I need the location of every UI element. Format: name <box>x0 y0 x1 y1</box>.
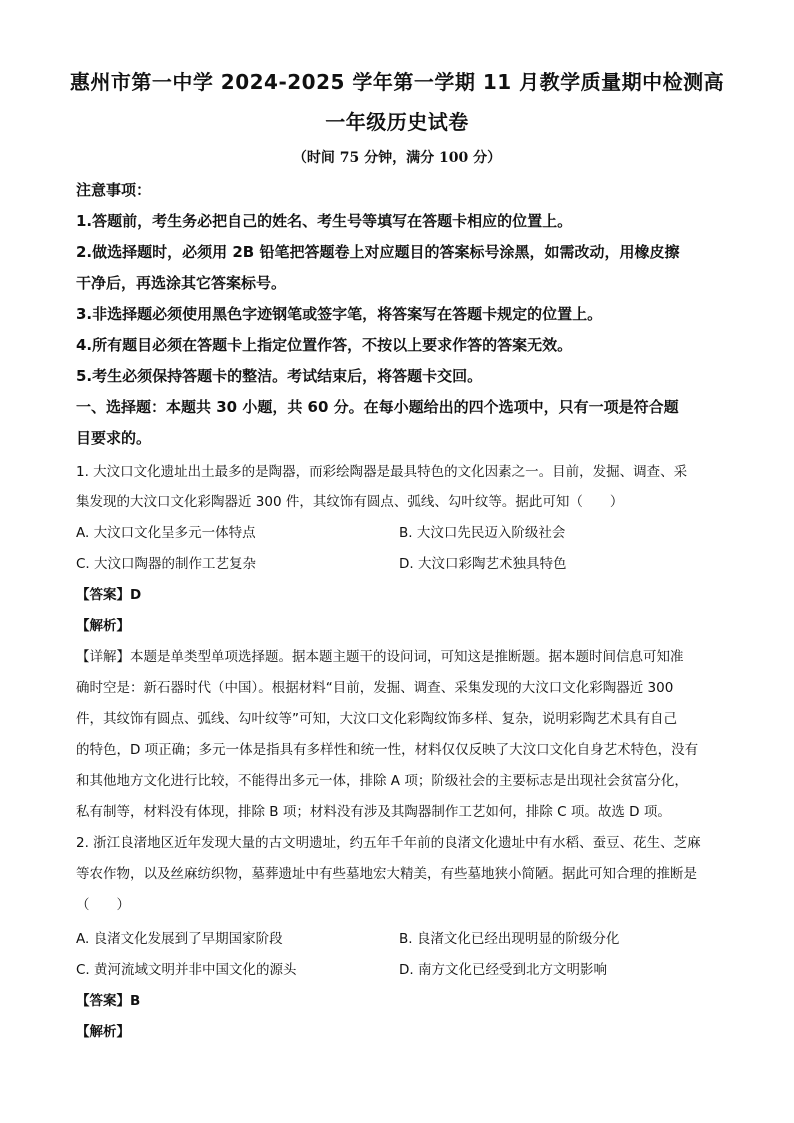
q1-detail-line: 的特色，D 项正确；多元一体是指具有多样性和统一性，材料仅仅反映了大汶口文化自身艺术特色，没有 <box>76 742 699 758</box>
exam-title-line1: 惠州市第一中学 2024-2025 学年第一学期 11 月教学质量期中检测高 <box>69 70 725 94</box>
section-heading: 一、选择题：本题共 30 小题，共 60 分。在每小题给出的四个选项中，只有一项是符合题 <box>76 398 679 416</box>
notes-heading: 注意事项： <box>76 181 152 199</box>
q1-detail-line: 件，其纹饰有圆点、弧线、勾叶纹等”可知，大汶口文化彩陶纹饰多样、复杂，说明彩陶艺术具有自己 <box>76 711 677 727</box>
note-item: 1.答题前，考生务必把自己的姓名、考生号等填写在答题卡相应的位置上。 <box>76 212 573 230</box>
q1-stem-cont: 集发现的大汶口文化彩陶器近 300 件，其纹饰有圆点、弧线、勾叶纹等。据此可知（ ） <box>76 494 624 510</box>
q2-stem-blank: （ ） <box>76 897 130 913</box>
q2-option-d: D. 南方文化已经受到北方文明影响 <box>399 962 607 978</box>
q1-stem: 1. 大汶口文化遗址出土最多的是陶器，而彩绘陶器是最具特色的文化因素之一。目前，发掘、调查、采 <box>76 464 688 480</box>
q2-option-b: B. 良渚文化已经出现明显的阶级分化 <box>399 931 620 947</box>
q1-option-d: D. 大汶口彩陶艺术独具特色 <box>399 556 567 572</box>
q1-detail-line: 私有制等，材料没有体现，排除 B 项；材料没有涉及其陶器制作工艺如何，排除 C 项。故选 D 项。 <box>76 804 671 820</box>
q1-option-a: A. 大汶口文化呈多元一体特点 <box>76 525 256 541</box>
q1-analysis-label: 【解析】 <box>76 618 130 634</box>
q2-stem-cont: 等农作物，以及丝麻纺织物，墓葬遗址中有些墓地宏大精美，有些墓地狭小简陋。据此可知合理的推断是 <box>76 866 697 882</box>
q2-analysis-label: 【解析】 <box>76 1024 130 1040</box>
q1-option-b: B. 大汶口先民迈入阶级社会 <box>399 525 566 541</box>
exam-title-line2: 一年级历史试卷 <box>325 110 469 134</box>
q1-answer: 【答案】D <box>76 587 142 603</box>
note-item: 干净后，再选涂其它答案标号。 <box>76 274 287 292</box>
q2-answer: 【答案】B <box>76 993 141 1009</box>
q2-option-c: C. 黄河流域文明并非中国文化的源头 <box>76 962 297 978</box>
q1-detail-line: 【详解】本题是单类型单项选择题。据本题主题干的设问词，可知这是推断题。据本题时间信息可知准 <box>76 649 684 665</box>
q1-detail-line: 和其他地方文化进行比较，不能得出多元一体，排除 A 项；阶级社会的主要标志是出现社会贫富分化， <box>76 773 688 789</box>
note-item: 5.考生必须保持答题卡的整洁。考试结束后，将答题卡交回。 <box>76 367 483 385</box>
q1-detail-line: 确时空是：新石器时代（中国）。根据材料“目前，发掘、调查、采集发现的大汶口文化彩陶器近 300 <box>76 680 674 696</box>
note-item: 2.做选择题时，必须用 2B 铅笔把答题卷上对应题目的答案标号涂黑，如需改动，用橡皮擦 <box>76 243 680 261</box>
section-heading-cont: 目要求的。 <box>76 429 152 447</box>
q1-option-c: C. 大汶口陶器的制作工艺复杂 <box>76 556 257 572</box>
note-item: 4.所有题目必须在答题卡上指定位置作答，不按以上要求作答的答案无效。 <box>76 336 573 354</box>
note-item: 3.非选择题必须使用黑色字迹钢笔或签字笔，将答案写在答题卡规定的位置上。 <box>76 305 603 323</box>
exam-info: （时间 75 分钟，满分 100 分） <box>292 150 502 166</box>
q2-stem: 2. 浙江良渚地区近年发现大量的古文明遗址，约五年千年前的良渚文化遗址中有水稻、蚕豆、花生、芝麻 <box>76 835 701 851</box>
q2-option-a: A. 良渚文化发展到了早期国家阶段 <box>76 931 283 947</box>
